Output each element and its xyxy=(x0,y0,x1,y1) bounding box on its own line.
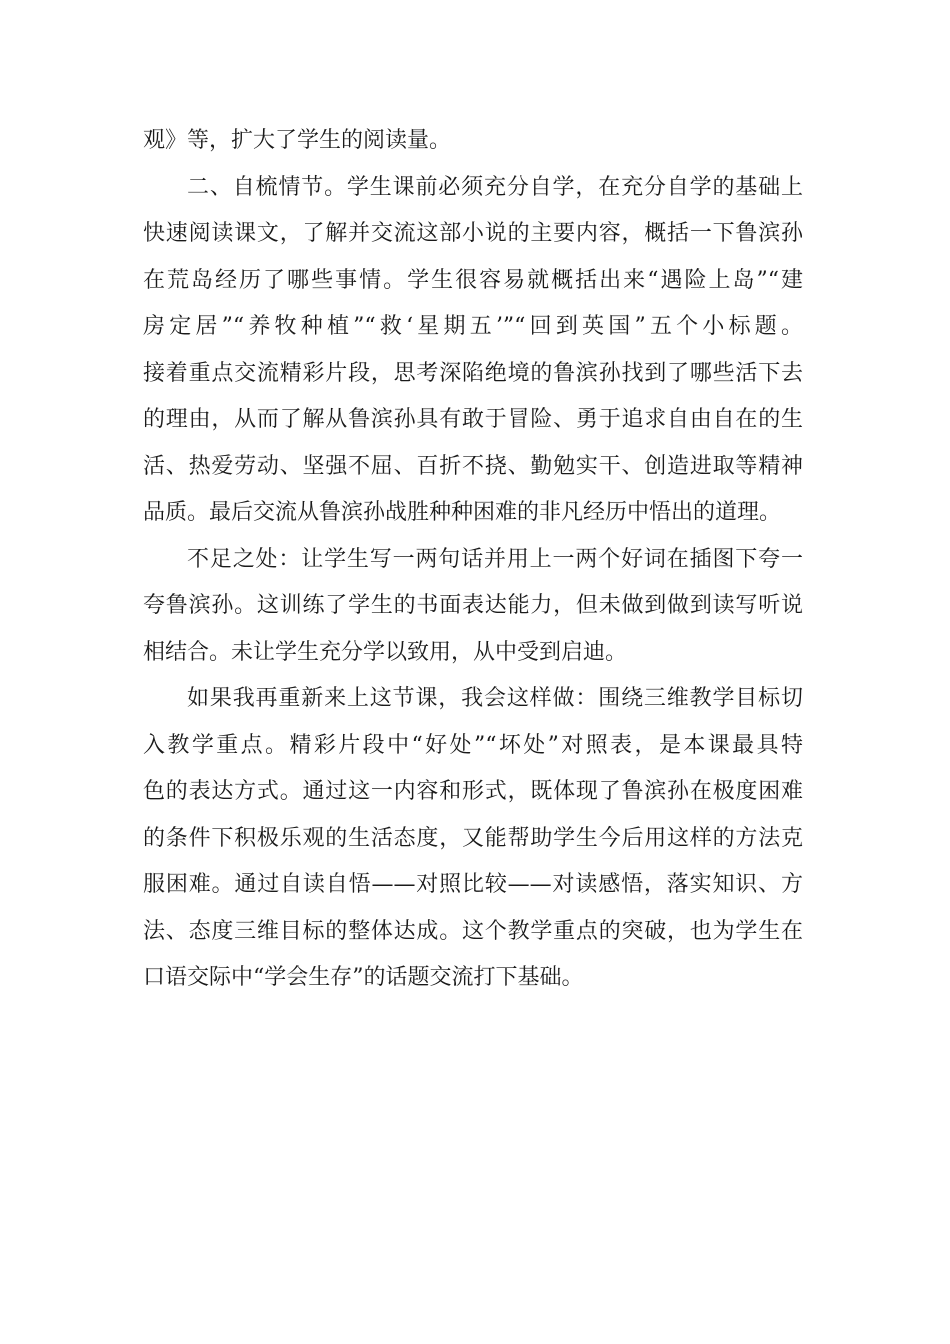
text-line: 房定居”“养牧种植”“救‘星期五’”“回到英国”五个小标题。 xyxy=(143,314,803,339)
body-text xyxy=(143,118,803,1002)
text-line: 夸鲁滨孙。这训练了学生的书面表达能力，但未做到做到读写听说 xyxy=(143,593,803,618)
text-line: 法、态度三维目标的整体达成。这个教学重点的突破，也为学生在 xyxy=(143,918,803,944)
text-line: 活、热爱劳动、坚强不屈、百折不挠、勤勉实干、创造进取等精神 xyxy=(143,453,803,479)
text-line: 二、自梳情节。学生课前必须充分自学，在充分自学的基础上 xyxy=(187,174,803,200)
text-line: 入教学重点。精彩片段中“好处”“坏处”对照表，是本课最具特 xyxy=(143,732,803,758)
text-line: 快速阅读课文，了解并交流这部小说的主要内容，概括一下鲁滨孙 xyxy=(143,221,803,246)
text-line: 观》等，扩大了学生的阅读量。 xyxy=(143,128,452,153)
text-line: 接着重点交流精彩片段，思考深陷绝境的鲁滨孙找到了哪些活下去 xyxy=(143,360,803,386)
text-line: 的理由，从而了解从鲁滨孙具有敢于冒险、勇于追求自由自在的生 xyxy=(143,407,803,432)
text-line: 的条件下积极乐观的生活态度，又能帮助学生今后用这样的方法克 xyxy=(143,825,803,851)
text-line: 色的表达方式。通过这一内容和形式，既体现了鲁滨孙在极度困难 xyxy=(143,779,803,804)
text-line: 服困难。通过自读自悟——对照比较——对读感悟，落实知识、方 xyxy=(143,872,803,897)
text-line: 品质。最后交流从鲁滨孙战胜种种困难的非凡经历中悟出的道理。 xyxy=(143,500,782,525)
text-line: 相结合。未让学生充分学以致用，从中受到启迪。 xyxy=(143,639,628,665)
text-line: 如果我再重新来上这节课，我会这样做：围绕三维教学目标切 xyxy=(187,686,803,711)
text-line: 在荒岛经历了哪些事情。学生很容易就概括出来“遇险上岛”“建 xyxy=(143,267,803,293)
text-line: 口语交际中“学会生存”的话题交流打下基础。 xyxy=(143,965,584,990)
text-line: 不足之处：让学生写一两句话并用上一两个好词在插图下夸一 xyxy=(187,546,803,572)
